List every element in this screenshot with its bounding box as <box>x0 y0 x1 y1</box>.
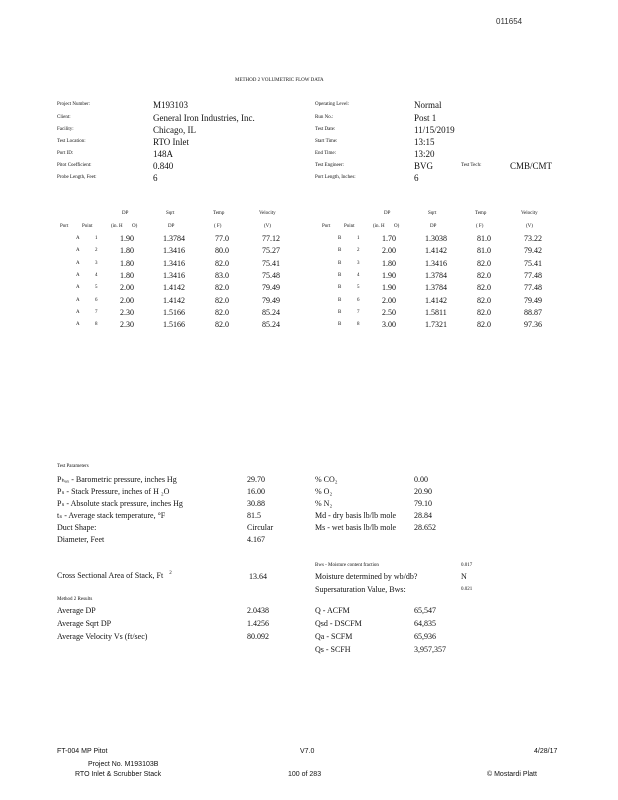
traverse-point: 4 <box>357 272 360 278</box>
column-header: DP <box>430 224 437 229</box>
result-value: 65,936 <box>414 632 436 641</box>
param-label: Diameter, Feet <box>57 535 105 544</box>
column-header: DP <box>122 211 129 216</box>
info-label: Port Length, Inches: <box>315 175 356 180</box>
param-label: % CO₂ <box>315 475 338 484</box>
column-header: O) <box>132 224 138 229</box>
traverse-sqrt: 1.3416 <box>163 270 185 280</box>
traverse-temp: 81.0 <box>477 234 491 243</box>
traverse-port: B <box>338 309 342 315</box>
footer-location: RTO Inlet & Scrubber Stack <box>75 771 162 778</box>
traverse-point: 4 <box>95 272 98 278</box>
traverse-temp: 82.0 <box>477 283 491 293</box>
info-value: BVG <box>414 161 434 171</box>
result-label: Qa - SCFM <box>315 632 353 641</box>
info-value: RTO Inlet <box>153 137 190 147</box>
column-header: (in. H <box>111 224 123 229</box>
traverse-port: B <box>338 297 342 303</box>
info-label: Client: <box>57 115 71 120</box>
traverse-sqrt: 1.4142 <box>163 295 185 305</box>
column-header: ( F) <box>476 224 484 229</box>
traverse-port: A <box>76 285 80 291</box>
param-label: Md - dry basis lb/lb mole <box>315 511 397 520</box>
traverse-velocity: 73.22 <box>524 234 542 243</box>
traverse-port: A <box>76 297 80 303</box>
param-value: 81.5 <box>247 511 261 520</box>
column-header: DP <box>384 211 391 216</box>
traverse-sqrt: 1.3038 <box>425 234 447 243</box>
param-value: 28.652 <box>414 523 436 532</box>
traverse-port: B <box>338 322 342 328</box>
traverse-temp: 82.0 <box>215 320 229 330</box>
param-label: % O₂ <box>315 487 333 496</box>
traverse-temp: 82.0 <box>215 295 229 305</box>
info-value: M193103 <box>153 100 189 110</box>
result-label: Average DP <box>57 606 96 615</box>
info-label: Test Location: <box>57 139 86 144</box>
column-header: Sqrt <box>166 211 175 216</box>
traverse-port: B <box>338 285 342 291</box>
param-label: tₛ - Average stack temperature, °F <box>57 511 166 520</box>
footer-version: V7.0 <box>300 748 315 755</box>
page-number: 011654 <box>496 17 523 26</box>
traverse-point: 1 <box>95 236 98 241</box>
result-label: Average Sqrt DP <box>57 619 112 628</box>
info-value: 6 <box>414 173 419 183</box>
column-header: Velocity <box>259 211 276 216</box>
param-value: 0.00 <box>414 475 428 484</box>
column-header: (V) <box>264 224 271 229</box>
cross-section-label: Cross Sectional Area of Stack, Ft $^2$ <box>57 571 172 580</box>
param-label: Pₕₐₓ - Barometric pressure, inches Hg <box>57 475 177 484</box>
info-label: Operating Level: <box>315 102 350 107</box>
param-label: Pₛ - Stack Pressure, inches of H ₂O <box>57 487 170 496</box>
info-value: 148A <box>153 149 173 159</box>
traverse-dp: 1.90 <box>382 270 396 280</box>
traverse-dp: 2.00 <box>120 295 134 305</box>
traverse-velocity: 85.24 <box>262 320 280 330</box>
traverse-port: B <box>338 236 342 241</box>
result-value: 80.092 <box>247 632 269 641</box>
traverse-point: 8 <box>357 322 360 328</box>
traverse-sqrt: 1.5166 <box>163 307 185 317</box>
traverse-port: A <box>76 248 80 254</box>
traverse-sqrt: 1.3784 <box>425 283 447 293</box>
result-label: Q - ACFM <box>315 606 350 615</box>
traverse-point: 1 <box>357 236 360 241</box>
param-label: Pₛ - Absolute stack pressure, inches Hg <box>57 499 183 508</box>
column-header: Temp <box>213 211 225 216</box>
supersat-label: Supersaturation Value, Bws: <box>315 585 406 594</box>
traverse-port: A <box>76 309 80 315</box>
bws-value: 0.017 <box>461 563 473 568</box>
traverse-temp: 82.0 <box>477 270 491 280</box>
traverse-sqrt: 1.3416 <box>163 246 185 256</box>
result-value: 3,957,357 <box>414 645 446 654</box>
column-header: Port <box>322 224 331 229</box>
traverse-point: 2 <box>95 248 98 254</box>
traverse-sqrt: 1.3784 <box>425 270 447 280</box>
supersat-value: 0.021 <box>461 587 473 592</box>
info-value: 11/15/2019 <box>414 125 455 135</box>
traverse-dp: 1.80 <box>120 270 134 280</box>
traverse-port: B <box>338 272 342 278</box>
traverse-point: 3 <box>95 260 98 266</box>
result-value: 1.4256 <box>247 619 269 628</box>
traverse-dp: 2.00 <box>120 283 134 293</box>
traverse-point: 7 <box>95 309 98 315</box>
info-value: General Iron Industries, Inc. <box>153 113 255 123</box>
footer-page: 100 of 283 <box>288 771 322 778</box>
traverse-temp: 82.0 <box>477 320 491 330</box>
column-header: O) <box>394 224 400 229</box>
traverse-dp: 1.80 <box>382 258 396 268</box>
traverse-sqrt: 1.5166 <box>163 320 185 330</box>
traverse-velocity: 75.41 <box>524 258 542 268</box>
traverse-sqrt: 1.3416 <box>425 258 447 268</box>
column-header: Point <box>82 224 93 229</box>
info-label: Pitot Coefficient: <box>57 163 92 168</box>
info-value: Normal <box>414 100 442 110</box>
info-label: Probe Length, Feet: <box>57 175 97 180</box>
traverse-temp: 82.0 <box>215 283 229 293</box>
info-label: Start Time: <box>315 139 338 144</box>
traverse-sqrt: 1.7321 <box>425 320 447 330</box>
info-value: 13:20 <box>414 149 435 159</box>
traverse-port: A <box>76 272 80 278</box>
info-label: Facility: <box>57 127 74 132</box>
traverse-velocity: 79.49 <box>262 295 280 305</box>
param-value: 28.84 <box>414 511 432 520</box>
traverse-dp: 1.90 <box>382 283 396 293</box>
info-value: 0.840 <box>153 161 174 171</box>
traverse-velocity: 85.24 <box>262 307 280 317</box>
traverse-velocity: 77.48 <box>524 283 542 293</box>
traverse-dp: 1.80 <box>120 246 134 256</box>
traverse-port: B <box>338 260 342 266</box>
column-header: Velocity <box>521 211 538 216</box>
traverse-velocity: 79.49 <box>524 295 542 305</box>
traverse-point: 5 <box>95 285 98 291</box>
traverse-temp: 77.0 <box>215 234 229 243</box>
test-tech-label: Test Tech: <box>461 163 482 168</box>
result-label: Qs - SCFH <box>315 645 351 654</box>
footer-form: FT-004 MP Pitot <box>57 748 108 755</box>
footer-project: Project No. M193103B <box>88 761 159 768</box>
column-header: Point <box>344 224 355 229</box>
column-header: (V) <box>526 224 533 229</box>
traverse-velocity: 75.48 <box>262 270 280 280</box>
traverse-dp: 1.70 <box>382 234 396 243</box>
traverse-temp: 82.0 <box>477 307 491 317</box>
traverse-dp: 2.00 <box>382 246 396 256</box>
traverse-velocity: 79.49 <box>262 283 280 293</box>
traverse-dp: 3.00 <box>382 320 396 330</box>
traverse-velocity: 79.42 <box>524 246 542 256</box>
traverse-port: A <box>76 236 80 241</box>
info-label: Test Engineer: <box>315 163 344 168</box>
page-title: METHOD 2 VOLUMETRIC FLOW DATA <box>235 78 324 83</box>
param-value: 79.10 <box>414 499 432 508</box>
traverse-temp: 80.0 <box>215 246 229 256</box>
column-header: Sqrt <box>428 211 437 216</box>
info-label: Test Date: <box>315 127 336 132</box>
result-value: 65,547 <box>414 606 436 615</box>
test-parameters-heading: Test Parameters <box>57 464 89 469</box>
param-label: % N₂ <box>315 499 333 508</box>
traverse-point: 3 <box>357 260 360 266</box>
footer-date: 4/28/17 <box>534 748 558 755</box>
param-value: Circular <box>247 523 274 532</box>
traverse-port: A <box>76 322 80 328</box>
footer-company: © Mostardi Platt <box>487 771 537 778</box>
param-label: Ms - wet basis lb/lb mole <box>315 523 397 532</box>
traverse-point: 7 <box>357 309 360 315</box>
result-label: Qsd - DSCFM <box>315 619 362 628</box>
traverse-dp: 1.90 <box>120 234 134 243</box>
traverse-temp: 82.0 <box>477 295 491 305</box>
traverse-temp: 82.0 <box>215 307 229 317</box>
traverse-temp: 81.0 <box>477 246 491 256</box>
info-value: Chicago, IL <box>153 125 196 135</box>
traverse-sqrt: 1.4142 <box>425 246 447 256</box>
test-tech-value: CMB/CMT <box>510 161 553 171</box>
traverse-velocity: 77.12 <box>262 234 280 243</box>
traverse-sqrt: 1.4142 <box>425 295 447 305</box>
info-value: Post 1 <box>414 113 437 123</box>
traverse-temp: 82.0 <box>215 258 229 268</box>
traverse-temp: 82.0 <box>477 258 491 268</box>
moisture-label: Moisture determined by wb/db? <box>315 572 418 581</box>
result-label: Average Velocity Vs (ft/sec) <box>57 632 148 641</box>
traverse-velocity: 77.48 <box>524 270 542 280</box>
traverse-port: B <box>338 248 342 254</box>
traverse-sqrt: 1.3784 <box>163 234 185 243</box>
traverse-sqrt: 1.5811 <box>425 307 447 317</box>
column-header: Port <box>60 224 69 229</box>
cross-section-value: 13.64 <box>249 572 267 581</box>
info-label: End Time: <box>315 151 336 156</box>
traverse-dp: 2.30 <box>120 307 134 317</box>
param-label: Duct Shape: <box>57 523 97 532</box>
traverse-velocity: 88.87 <box>524 307 542 317</box>
param-value: 16.00 <box>247 487 265 496</box>
column-header: DP <box>168 224 175 229</box>
param-value: 20.90 <box>414 487 432 496</box>
traverse-dp: 1.80 <box>120 258 134 268</box>
results-heading: Method 2 Results <box>57 597 93 602</box>
traverse-velocity: 97.36 <box>524 320 542 330</box>
param-value: 30.88 <box>247 499 265 508</box>
bws-heading: Bws - Moisture content fraction <box>315 563 379 568</box>
param-value: 29.70 <box>247 475 265 484</box>
result-value: 64,835 <box>414 619 436 628</box>
column-header: ( F) <box>214 224 222 229</box>
traverse-dp: 2.00 <box>382 295 396 305</box>
result-value: 2.0438 <box>247 606 269 615</box>
info-label: Project Number: <box>57 102 91 107</box>
info-label: Run No.: <box>315 115 334 120</box>
traverse-sqrt: 1.4142 <box>163 283 185 293</box>
moisture-value: N <box>461 572 467 581</box>
info-value: 13:15 <box>414 137 435 147</box>
traverse-temp: 83.0 <box>215 270 229 280</box>
traverse-velocity: 75.41 <box>262 258 280 268</box>
traverse-point: 5 <box>357 285 360 291</box>
traverse-point: 8 <box>95 322 98 328</box>
traverse-point: 2 <box>357 248 360 254</box>
traverse-port: A <box>76 260 80 266</box>
traverse-point: 6 <box>357 297 360 303</box>
param-value: 4.167 <box>247 535 265 544</box>
traverse-velocity: 75.27 <box>262 246 280 256</box>
traverse-point: 6 <box>95 297 98 303</box>
traverse-dp: 2.30 <box>120 320 134 330</box>
info-value: 6 <box>153 173 158 183</box>
column-header: (in. H <box>373 224 385 229</box>
traverse-dp: 2.50 <box>382 307 396 317</box>
traverse-sqrt: 1.3416 <box>163 258 185 268</box>
info-label: Port ID: <box>57 151 74 156</box>
column-header: Temp <box>475 211 487 216</box>
